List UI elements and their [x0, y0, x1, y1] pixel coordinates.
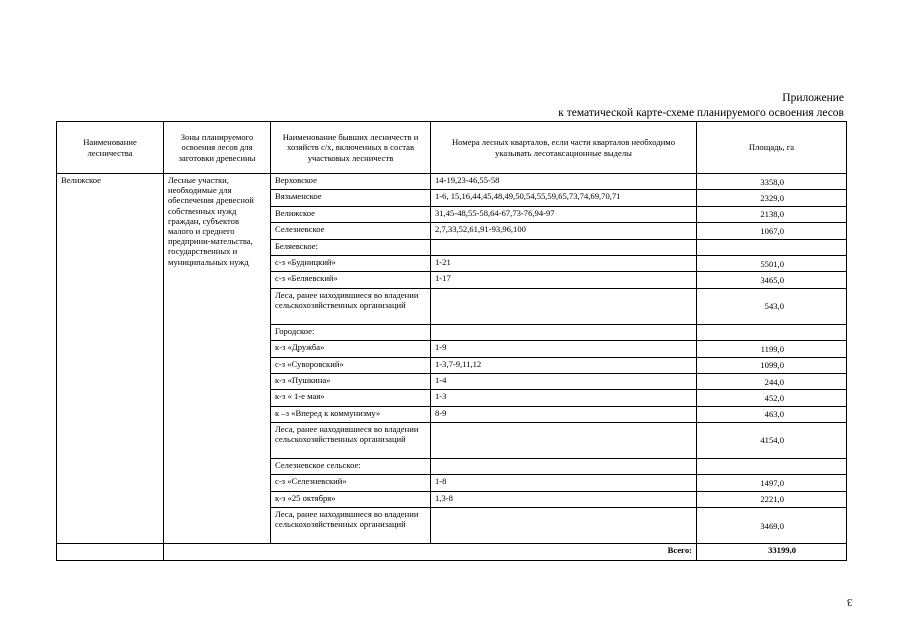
- cell-quarters: [431, 459, 697, 475]
- cell-area: 452,0: [697, 390, 847, 406]
- cell-former-name: с-з «Будницкий»: [271, 255, 431, 271]
- table-body: [57, 174, 847, 561]
- cell-former-name: Беляевское:: [271, 239, 431, 255]
- cell-former-name: к-з «25 октября»: [271, 491, 431, 507]
- header-zone: Зоны планируемого освоения лесов для заготовки древесины: [164, 122, 271, 174]
- cell-former-name: к-з « 1-е мая»: [271, 390, 431, 406]
- cell-quarters: [431, 288, 697, 324]
- cell-quarters: 1-4: [431, 373, 697, 389]
- cell-quarters: [431, 324, 697, 340]
- cell-quarters: 2,7,33,52,61,91-93,96,100: [431, 223, 697, 239]
- cell-former-name: Велижское: [271, 206, 431, 222]
- cell-area: 463,0: [697, 406, 847, 422]
- cell-quarters: 1-17: [431, 272, 697, 288]
- header-area: Площадь, га: [697, 122, 847, 174]
- cell-former-name: к-з «Пушкина»: [271, 373, 431, 389]
- cell-former-name: Леса, ранее находившиеся во владении сельскохозяйственных организаций: [271, 288, 431, 324]
- cell-quarters: 8-9: [431, 406, 697, 422]
- cell-quarters: 1-21: [431, 255, 697, 271]
- cell-area: 2221,0: [697, 491, 847, 507]
- total-value: 33199,0: [697, 544, 847, 560]
- header-former: Наименование бывших лесничеств и хозяйств с/х, включенных в состав участковых лесничеств: [271, 122, 431, 174]
- header-quarters: Номера лесных кварталов, если части кварталов необходимо указывать лесотаксационные выделы: [431, 122, 697, 174]
- cell-quarters: 31,45-48,55-58,64-67,73-76,94-97: [431, 206, 697, 222]
- cell-area: 3465,0: [697, 272, 847, 288]
- cell-quarters: [431, 508, 697, 544]
- cell-zone: Лесные участки, необходимые для обеспечения древесной собственных нужд граждан, субъектов малого и среднего предприни-мательства, государственных и муниципальных нужд: [164, 174, 271, 544]
- cell-area: 1067,0: [697, 223, 847, 239]
- cell-quarters: 1-3: [431, 390, 697, 406]
- cell-area: 1497,0: [697, 475, 847, 491]
- cell-area: 5501,0: [697, 255, 847, 271]
- cell-area: [697, 459, 847, 475]
- table-header-row: [57, 122, 847, 174]
- cell-former-name: Леса, ранее находившиеся во владении сельскохозяйственных организаций: [271, 423, 431, 459]
- cell-area: 3469,0: [697, 508, 847, 544]
- cell-former-name: Селезневское: [271, 223, 431, 239]
- header-line-subtitle: к тематической карте-схеме планируемого освоения лесов: [558, 107, 844, 119]
- header-line-appendix: Приложение: [782, 92, 844, 104]
- cell-quarters: 1-8: [431, 475, 697, 491]
- cell-area: 543,0: [697, 288, 847, 324]
- table-row: [57, 174, 847, 190]
- cell-area: 2138,0: [697, 206, 847, 222]
- forest-table: [56, 121, 847, 561]
- cell-area: 4154,0: [697, 423, 847, 459]
- cell-area: 1099,0: [697, 357, 847, 373]
- cell-former-name: Селезневское сельское:: [271, 459, 431, 475]
- cell-quarters: 1-3,7-9,11,12: [431, 357, 697, 373]
- cell-forestry: Велижское: [57, 174, 164, 544]
- cell-area: [697, 324, 847, 340]
- total-blank-cell: [57, 544, 164, 560]
- cell-former-name: с-з «Беляевский»: [271, 272, 431, 288]
- cell-area: 3358,0: [697, 174, 847, 190]
- cell-quarters: 1,3-8: [431, 491, 697, 507]
- cell-area: 2329,0: [697, 190, 847, 206]
- cell-former-name: с-з «Суворовский»: [271, 357, 431, 373]
- page-number: 3: [847, 596, 853, 608]
- cell-quarters: 1-9: [431, 341, 697, 357]
- cell-quarters: 14-19,23-46,55-58: [431, 174, 697, 190]
- cell-quarters: 1-6, 15,16,44,45,48,49,50,54,55,59,65,73,74,69,70,71: [431, 190, 697, 206]
- cell-quarters: [431, 423, 697, 459]
- cell-quarters: [431, 239, 697, 255]
- header-forestry: Наименование лесничества: [57, 122, 164, 174]
- cell-area: 1199,0: [697, 341, 847, 357]
- cell-area: [697, 239, 847, 255]
- cell-former-name: к-з «Дружба»: [271, 341, 431, 357]
- cell-former-name: Вязьменское: [271, 190, 431, 206]
- cell-former-name: Городское:: [271, 324, 431, 340]
- cell-former-name: Верховское: [271, 174, 431, 190]
- total-label: Всего:: [164, 544, 697, 560]
- cell-former-name: с-з «Селезневский»: [271, 475, 431, 491]
- total-row: [57, 544, 847, 560]
- document-header: [558, 91, 844, 121]
- cell-former-name: к –з «Вперед к коммунизму»: [271, 406, 431, 422]
- cell-area: 244,0: [697, 373, 847, 389]
- cell-former-name: Леса, ранее находившиеся во владении сельскохозяйственных организаций: [271, 508, 431, 544]
